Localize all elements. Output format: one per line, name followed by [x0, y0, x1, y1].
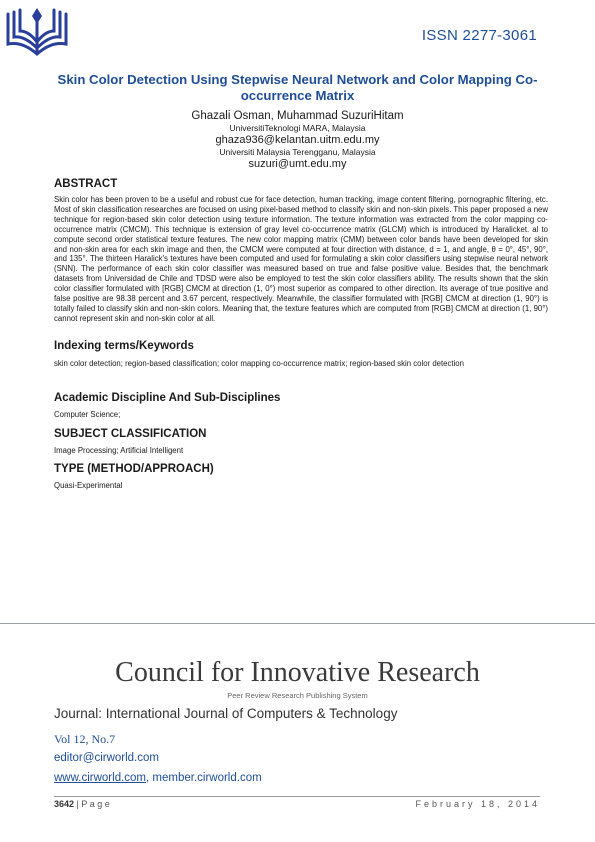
member-site-link[interactable]: member.cirworld.com: [152, 772, 262, 784]
keywords-section: [54, 340, 548, 368]
email-2: suzuri@umt.edu.my: [248, 158, 347, 170]
discipline-heading: Academic Discipline And Sub-Disciplines: [54, 392, 281, 404]
publisher-tagline: Peer Review Research Publishing System: [227, 691, 368, 700]
author-block: [0, 110, 595, 171]
type-body: Quasi-Experimental: [54, 481, 123, 490]
issn-label: ISSN 2277-3061: [421, 27, 537, 44]
discipline-body: Computer Science;: [54, 410, 121, 419]
abstract-body: Skin color has been proven to be a useful and robust cue for face detection, human tracking, image content filtering, pornographic filtering, etc. Most of skin classification researches are focused on using pixel-based method to classify skin and non-skin pixels. This paper proposed a new technique for region-based skin color detection using texture information. The texture information was extracted from the color mapping co-occurrence matrix (CMCM). This technique is extension of gray level co-occurrence matrix (GLCM) which is introduced by Haralicket. al to compute second order statistical texture features. The new color mapping matrix (CMM) between color bands have been developed for skin and non-skin area for each skin image and then, the CMCM were computed at four direction with distance, d = 1, and angle, θ = 0°, 45°, 90°, and 135°. The thirteen Haralick's textures have been computed and used for formulating a skin color classifiers using stepwise neural network (SNN). The performance of each skin color classifier was measured based on true and false positive value. Besides that, the benchmark datasets from Universidad de Chile and TDSD were also be employed to test the skin color classifiers ability. The results shown that the skin color classifier formulated with [RGB] CMCM at direction (1, 0°) most superior as compared to other direction. Its average of true positive and false positive are 98.38 percent and 3.67 percent, respectively. Meanwhile, the classifier formulated with [RGB] CMCM at direction (1, 90°) is totally failed to classify skin and non-skin colors. Meaning that, the texture features which are computed from [RGB] CMCM at direction (1, 90°) cannot represent skin and non-skin color at all.: [54, 195, 548, 323]
volume-label: Vol 12, No.7: [54, 732, 116, 746]
discipline-section: [54, 392, 548, 419]
website-separator: ,: [146, 772, 153, 784]
type-heading: TYPE (METHOD/APPROACH): [54, 463, 214, 475]
subject-heading: SUBJECT CLASSIFICATION: [54, 428, 207, 440]
publication-date: February 18, 2014: [415, 799, 540, 809]
email-1: ghaza936@kelantan.uitm.edu.my: [215, 134, 380, 146]
paper-title: Skin Color Detection Using Stepwise Neural Network and Color Mapping Co-occurrence Matrix: [57, 72, 538, 103]
affiliation-2: Universiti Malaysia Terengganu, Malaysia: [219, 147, 376, 157]
affiliation-1: UniversitiTeknologi MARA, Malaysia: [229, 123, 366, 133]
open-book-logo-icon: [4, 4, 70, 64]
website-link[interactable]: www.cirworld.com: [54, 772, 147, 784]
editor-email-link[interactable]: editor@cirworld.com: [54, 752, 159, 764]
website-links: [54, 772, 262, 784]
subject-body: Image Processing; Artificial Intelligent: [54, 446, 184, 455]
subject-section: [54, 428, 548, 455]
abstract-heading: ABSTRACT: [54, 178, 118, 190]
publisher-name: Council for Innovative Research: [115, 657, 480, 688]
page-footer: [54, 796, 540, 809]
type-section: [54, 463, 548, 490]
page-number: 3642: [54, 799, 75, 809]
keywords-body: skin color detection; region-based classification; color mapping co-occurrence matrix; region-based skin color detection: [54, 359, 464, 368]
author-names: Ghazali Osman, Muhammad SuzuriHitam: [191, 110, 404, 122]
journal-name: Journal: International Journal of Computers & Technology: [54, 706, 398, 721]
keywords-heading: Indexing terms/Keywords: [54, 340, 194, 352]
page-label: | P a g e: [74, 799, 110, 809]
divider: [0, 623, 595, 624]
abstract-section: [54, 178, 548, 324]
